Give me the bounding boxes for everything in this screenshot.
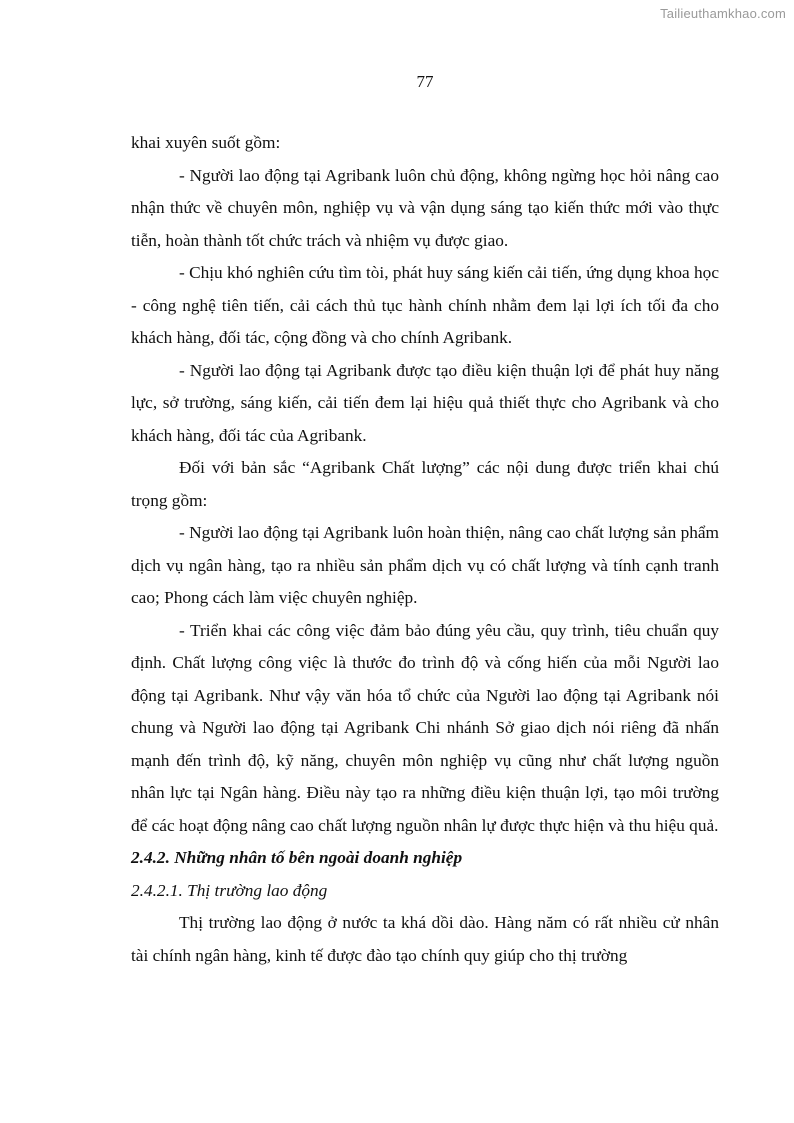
watermark: Tailieuthamkhao.com <box>660 6 786 21</box>
document-body <box>131 127 719 972</box>
paragraph-quality-identity: Đối với bản sắc “Agribank Chất lượng” các nội dung được triển khai chú trọng gồm: <box>131 458 719 510</box>
paragraph-bullet-research: - Chịu khó nghiên cứu tìm tòi, phát huy sáng kiến cải tiến, ứng dụng khoa học - công nghệ tiên tiến, cải cách thủ tục hành chính nhằm đem lại lợi ích tối đa cho khách hàng, đối tác, cộng đồng và cho chính Agribank. <box>131 263 719 347</box>
paragraph-bullet-quality: - Người lao động tại Agribank luôn hoàn thiện, nâng cao chất lượng sản phẩm dịch vụ ngân hàng, tạo ra nhiều sản phẩm dịch vụ có chất lượng và tính cạnh tranh cao; Phong cách làm việc chuyên nghiệp. <box>131 523 719 607</box>
section-heading: 2.4.2. Những nhân tố bên ngoài doanh nghiệp <box>131 848 463 867</box>
paragraph-bullet-deploy: - Triển khai các công việc đảm bảo đúng yêu cầu, quy trình, tiêu chuẩn quy định. Chất lượng công việc là thước đo trình độ và cống hiến của mỗi Người lao động tại Agribank. Như vậy văn hóa tổ chức của Người lao động tại Agribank nói chung và Người lao động tại Agribank Chi nhánh Sở giao dịch nói riêng đã nhấn mạnh đến trình độ, kỹ năng, chuyên môn nghiệp vụ cũng như chất lượng nguồn nhân lực tại Ngân hàng. Điều này tạo ra những điều kiện thuận lợi, tạo môi trường để các hoạt động nâng cao chất lượng nguồn nhân lự được thực hiện và thu hiệu quả. <box>131 620 719 835</box>
paragraph-bullet-proactive: - Người lao động tại Agribank luôn chủ động, không ngừng học hỏi nâng cao nhận thức về chuyên môn, nghiệp vụ và vận dụng sáng tạo kiến thức mới vào thực tiễn, hoàn thành tốt chức trách và nhiệm vụ được giao. <box>131 165 719 250</box>
page-number: 77 <box>416 72 434 91</box>
paragraph-bullet-conditions: - Người lao động tại Agribank được tạo điều kiện thuận lợi để phát huy năng lực, sở trường, sáng kiến, cải tiến đem lại hiệu quả thiết thực cho Agribank và cho khách hàng, đối tác của Agribank. <box>131 360 719 445</box>
subsection-heading: 2.4.2.1. Thị trường lao động <box>131 880 328 900</box>
paragraph-labor-market: Thị trường lao động ở nước ta khá dồi dào. Hàng năm có rất nhiều cử nhân tài chính ngân hàng, kinh tế được đào tạo chính quy giúp cho thị trường <box>131 913 719 965</box>
paragraph-continuation: khai xuyên suốt gồm: <box>131 133 281 152</box>
